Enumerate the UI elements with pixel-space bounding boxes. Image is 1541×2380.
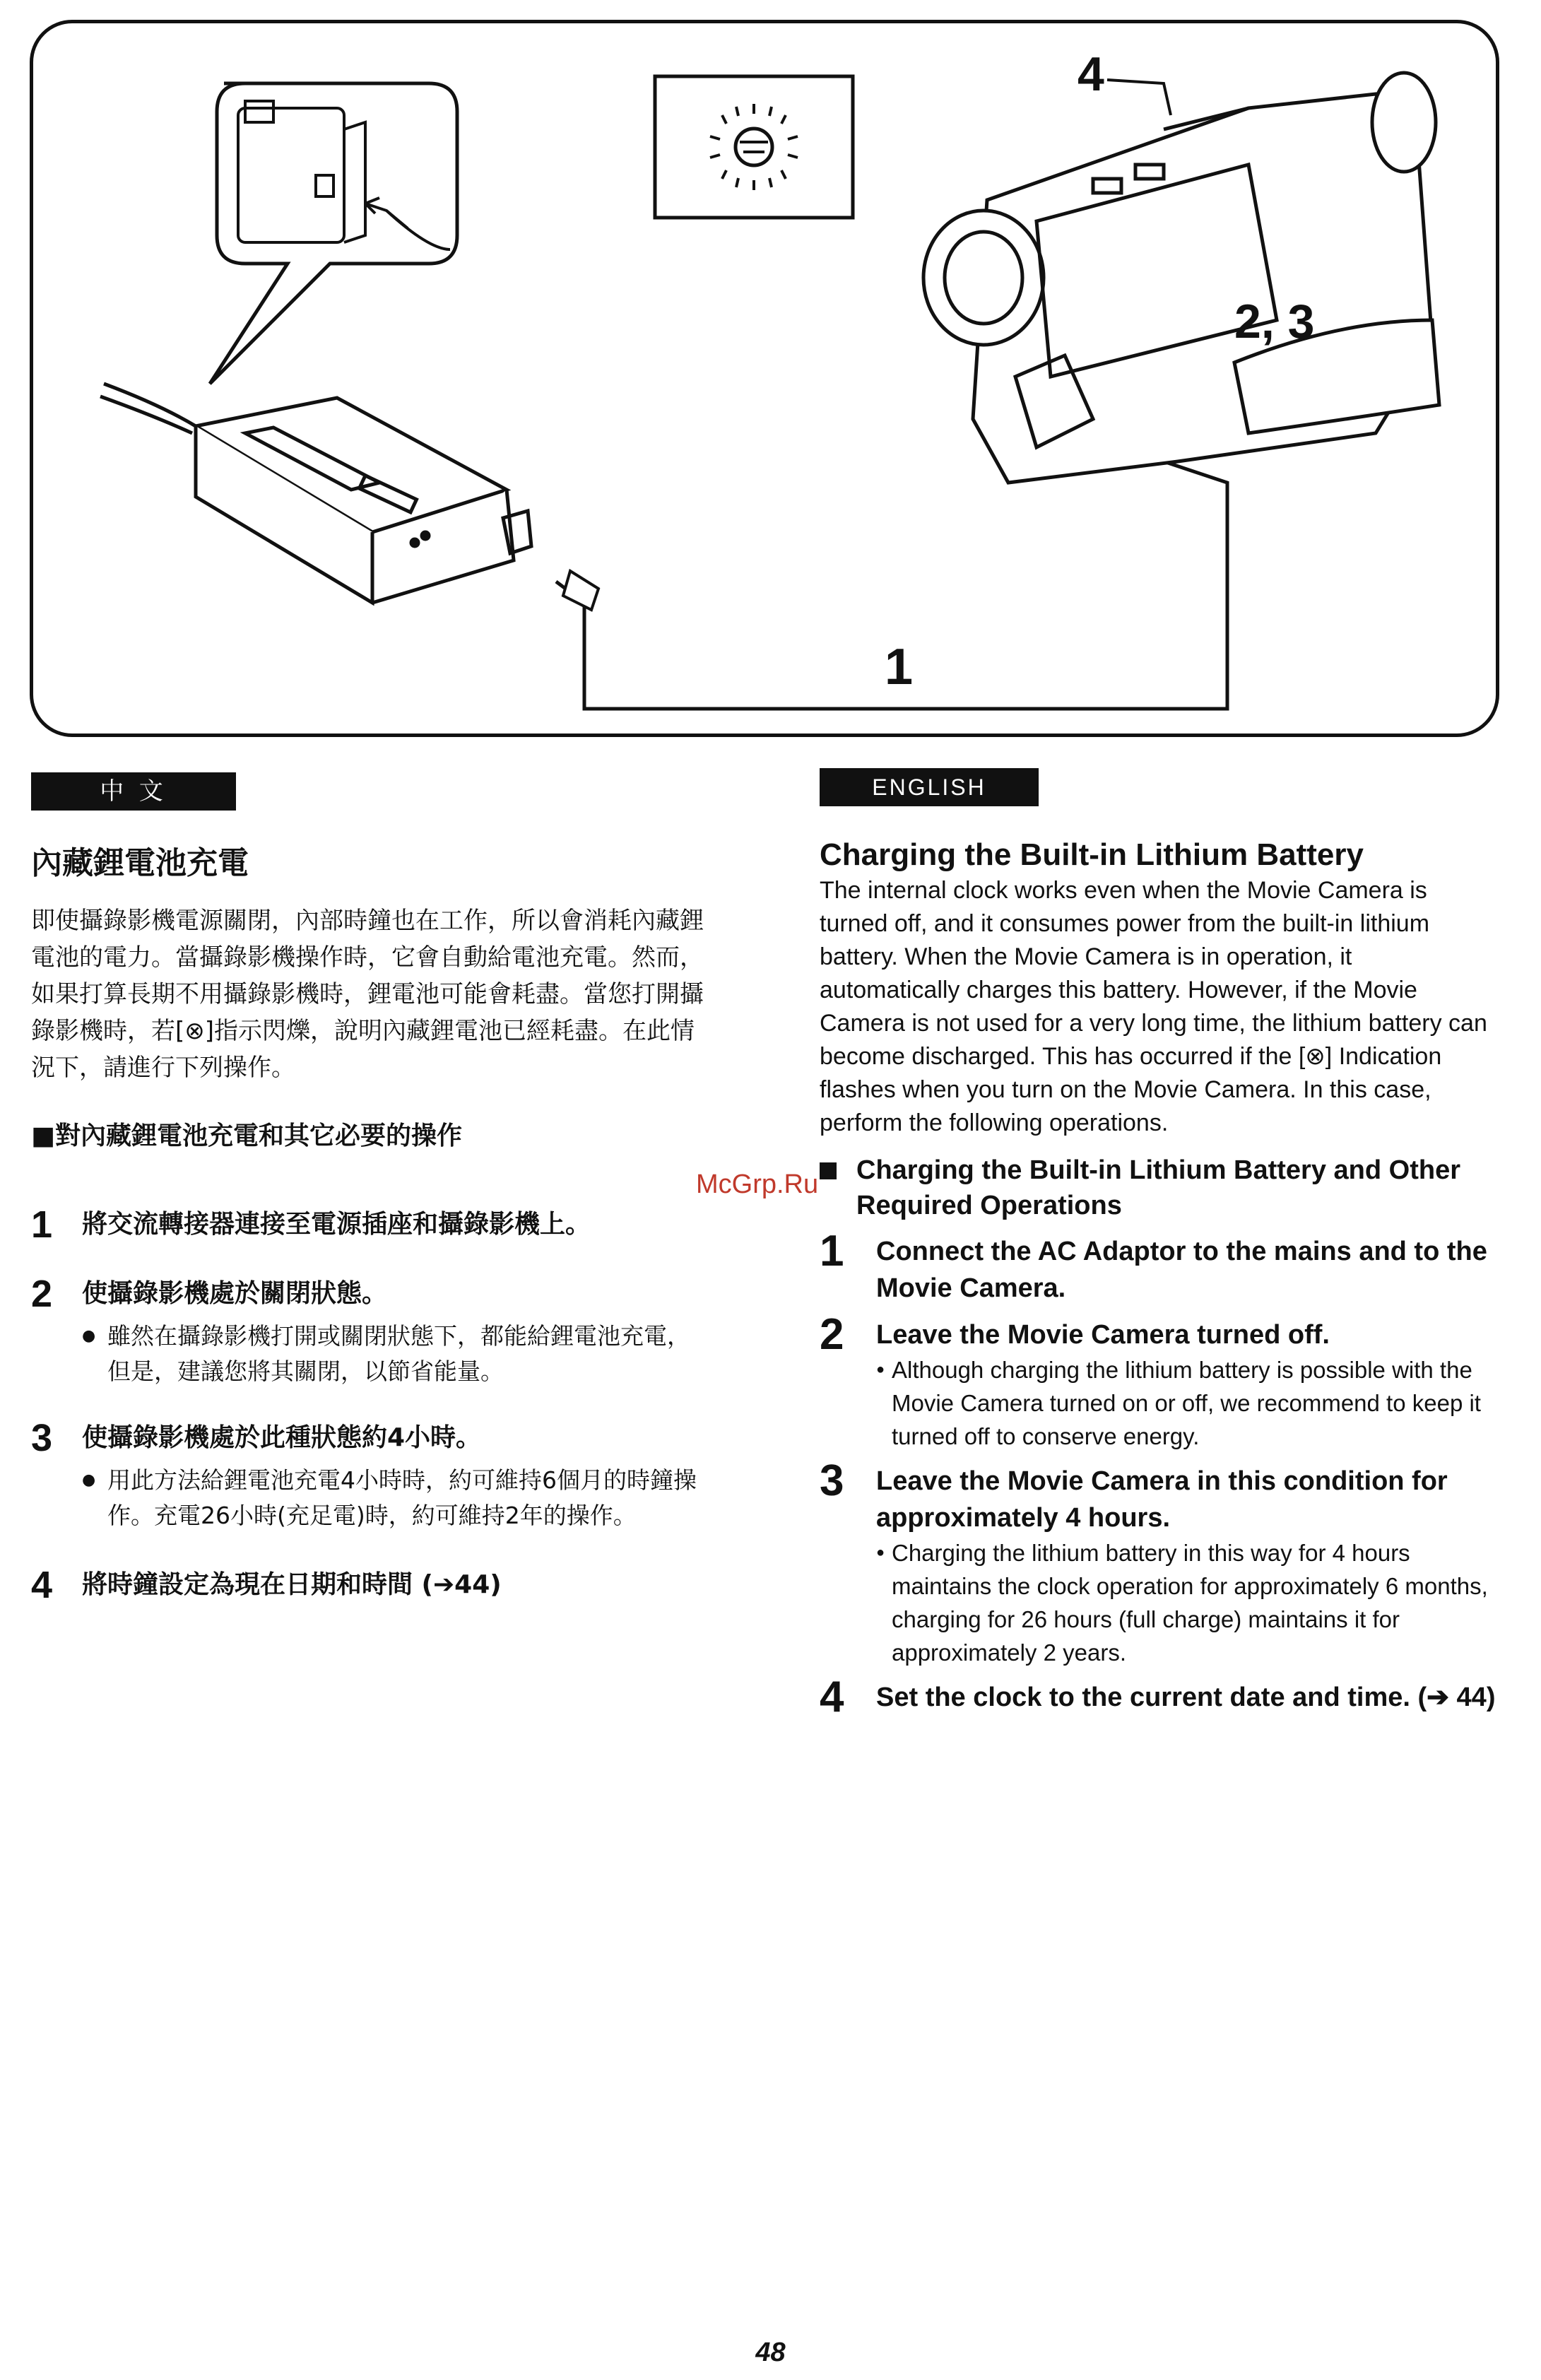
zh-body-head: 即使攝錄影機電源關閉，內部時鐘也在工作，所以會消耗內藏鋰電池的電力。當攝錄影機操作時，它會自動給電池充電。然而，如果打算長期不用攝錄影機時，鋰電池可能會耗盡。當您打開攝錄影機時，若[ — [31, 907, 704, 1045]
en-step-1 — [820, 1227, 1498, 1307]
zh-step-4 — [31, 1564, 709, 1606]
zh-body — [31, 902, 709, 1086]
zh-step-text: 使攝錄影機處於關閉狀態。 — [82, 1279, 388, 1308]
en-step-number: 3 — [820, 1456, 844, 1505]
zh-section-heading: ■對內藏鋰電池充電和其它必要的操作 — [31, 1121, 463, 1150]
movie-camera — [923, 73, 1439, 483]
en-step-note: ● Although charging the lithium battery is possible with the Movie Camera turned on or off, we recommend to keep it turned off to conserve energy. — [876, 1353, 1498, 1453]
callout-2-3: 2, 3 — [1234, 295, 1315, 348]
english-column — [820, 837, 1498, 1721]
zh-step-number: 3 — [31, 1417, 53, 1459]
en-step-text: Connect the AC Adaptor to the mains and to the Movie Camera. — [876, 1237, 1487, 1303]
zh-step-2 — [31, 1273, 709, 1389]
illustration-panel — [30, 20, 1499, 737]
en-section-heading — [820, 1153, 1498, 1223]
en-step-number: 1 — [820, 1227, 844, 1276]
zh-step-number: 2 — [31, 1273, 53, 1315]
lang-tag-zh: 中 文 — [31, 772, 236, 811]
en-step-text: Set the clock to the current date and time. (➔ 44) — [876, 1683, 1496, 1712]
zh-step-number: 1 — [31, 1203, 53, 1246]
indicator-box — [655, 76, 853, 218]
inset-bubble — [210, 83, 457, 384]
en-body-head: The internal clock works even when the Movie Camera is turned off, and it consumes power from the built-in lithium battery. When the Movie Camera is in operation, it automatically charges this battery. However, if the Movie Camera is not used for a very long time, the lithium battery can become discharged. This has occurred if the [ — [820, 877, 1487, 1070]
zh-step-text: 使攝錄影機處於此種狀態約4小時。 — [82, 1423, 482, 1452]
chinese-column — [31, 837, 709, 1606]
battery-indicator-icon: ⊗ — [1305, 1043, 1326, 1070]
en-step-number: 4 — [820, 1673, 844, 1721]
en-step-4 — [820, 1673, 1498, 1721]
en-step-note: ● Charging the lithium battery in this way for 4 hours maintains the clock operation for approximately 6 months, charging for 26 hours (full charge) maintains it for approximately 2 years. — [876, 1536, 1498, 1669]
zh-step-1 — [31, 1203, 709, 1246]
camera-charging-illustration — [33, 23, 1499, 737]
en-step-2 — [820, 1310, 1498, 1453]
en-step-3 — [820, 1456, 1498, 1669]
lang-tag-en: ENGLISH — [820, 768, 1039, 806]
watermark: McGrp.Ru — [696, 1170, 819, 1199]
zh-step-text: 將交流轉接器連接至電源插座和攝錄影機上。 — [82, 1210, 591, 1239]
zh-title: 內藏鋰電池充電 — [31, 845, 249, 881]
en-step-number: 2 — [820, 1310, 844, 1359]
zh-step-note: ● 用此方法給鋰電池充電4小時時，約可維持6個月的時鐘操作。充電26小時(充足電)時，約可維持2年的操作。 — [82, 1463, 709, 1533]
zh-step-text: 將時鐘設定為現在日期和時間 (➔44) — [82, 1570, 502, 1599]
zh-body-tail: ]指示閃爍，說明內藏鋰電池已經耗盡。在此情況下，請進行下列操作。 — [31, 1017, 695, 1082]
callout-1: 1 — [885, 639, 914, 695]
zh-step-number: 4 — [31, 1564, 53, 1606]
zh-step-3 — [31, 1417, 709, 1533]
square-bullet-icon — [820, 1162, 837, 1179]
ac-adaptor — [100, 384, 531, 603]
en-section-text: Charging the Built-in Lithium Battery and Other Required Operations — [856, 1155, 1460, 1220]
battery-indicator-icon: ⊗ — [184, 1017, 205, 1045]
callout-4: 4 — [1077, 47, 1104, 101]
zh-step-note: ● 雖然在攝錄影機打開或關閉狀態下，都能給鋰電池充電，但是，建議您將其關閉，以節省能量。 — [82, 1319, 709, 1389]
en-step-text: Leave the Movie Camera turned off. — [876, 1320, 1330, 1350]
en-body — [820, 874, 1498, 1140]
en-title: Charging the Built-in Lithium Battery — [820, 837, 1364, 872]
en-step-text: Leave the Movie Camera in this condition for approximately 4 hours. — [876, 1466, 1448, 1533]
en-body-tail: ] Indication flashes when you turn on the Movie Camera. In this case, perform the following operations. — [820, 1043, 1442, 1136]
page-number: 48 — [755, 2338, 786, 2367]
